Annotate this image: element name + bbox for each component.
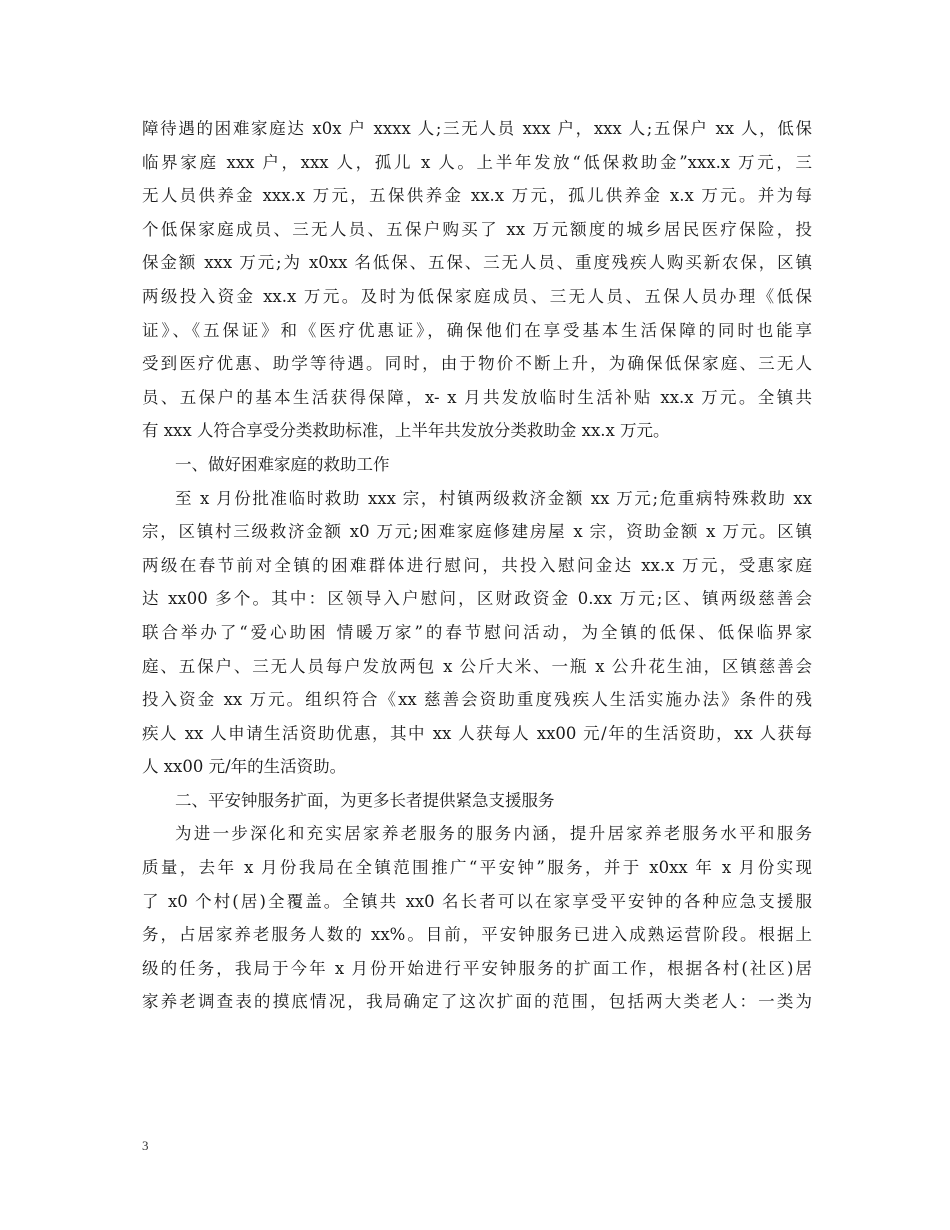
text-line: 家养老调查表的摸底情况，我局确定了这次扩面的范围，包括两大类老人：一类为	[142, 992, 812, 1012]
text-line: 庭、五保户、三无人员每户发放两包 x 公斤大米、一瓶 x 公升花生油，区镇慈善会	[142, 656, 812, 676]
page-number: 3	[142, 1138, 149, 1153]
document-body	[142, 112, 812, 1019]
text-line: 宗，区镇村三级救济金额 x0 万元;困难家庭修建房屋 x 宗，资助金额 x 万元。区镇	[142, 522, 812, 542]
text-line: 了 x0 个村(居)全覆盖。全镇共 xx0 名长者可以在家享受平安钟的各种应急支援服	[142, 891, 812, 911]
text-line: 级的任务，我局于今年 x 月份开始进行平安钟服务的扩面工作，根据各村(社区)居	[142, 958, 812, 978]
text-line: 人 xx00 元/年的生活资助。	[142, 757, 347, 777]
text-line: 两级在春节前对全镇的困难群体进行慰问，共投入慰问金达 xx.x 万元，受惠家庭	[142, 555, 812, 575]
text-line: 有 xxx 人符合享受分类救助标准，上半年共发放分类救助金 xx.x 万元。	[142, 421, 670, 441]
text-line: 员、五保户的基本生活获得保障，x- x 月共发放临时生活补贴 xx.x 万元。全镇共	[142, 387, 812, 407]
text-line: 质量，去年 x 月份我局在全镇范围推广“平安钟”服务，并于 x0xx 年 x 月份实现	[142, 858, 812, 878]
text-line: 证》、《五保证》和《医疗优惠证》，确保他们在享受基本生活保障的同时也能享	[142, 320, 812, 340]
text-line: 投入资金 xx 万元。组织符合《xx 慈善会资助重度残疾人生活实施办法》条件的残	[142, 690, 812, 710]
text-line: 为进一步深化和充实居家养老服务的服务内涵，提升居家养老服务水平和服务	[175, 824, 812, 844]
text-line: 保金额 xxx 万元;为 x0xx 名低保、五保、三无人员、重度残疾人购买新农保，区镇	[142, 253, 812, 273]
text-line: 务，占居家养老服务人数的 xx%。目前，平安钟服务已进入成熟运营阶段。根据上	[142, 925, 812, 945]
text-line: 一、做好困难家庭的救助工作	[175, 454, 390, 474]
text-line: 受到医疗优惠、助学等待遇。同时，由于物价不断上升，为确保低保家庭、三无人	[142, 354, 812, 374]
text-line: 两级投入资金 xx.x 万元。及时为低保家庭成员、三无人员、五保人员办理《低保	[142, 286, 812, 306]
text-line: 疾人 xx 人申请生活资助优惠，其中 xx 人获每人 xx00 元/年的生活资助，xx 人获每	[142, 723, 812, 743]
text-line: 个低保家庭成员、三无人员、五保户购买了 xx 万元额度的城乡居民医疗保险，投	[142, 219, 812, 239]
text-line: 二、平安钟服务扩面，为更多长者提供紧急支援服务	[175, 790, 555, 810]
text-line: 联合举办了“爱心助困 情暖万家”的春节慰问活动，为全镇的低保、低保临界家	[142, 622, 812, 642]
text-line: 临界家庭 xxx 户，xxx 人，孤儿 x 人。上半年发放“低保救助金”xxx.x 万元，三	[142, 152, 812, 172]
text-line: 无人员供养金 xxx.x 万元，五保供养金 xx.x 万元，孤儿供养金 x.x 万元。并为每	[142, 186, 812, 206]
text-line: 障待遇的困难家庭达 x0x 户 xxxx 人;三无人员 xxx 户，xxx 人;五保户 xx 人，低保	[142, 119, 812, 138]
text-line: 至 x 月份批准临时救助 xxx 宗，村镇两级救济金额 xx 万元;危重病特殊救助 xx	[175, 488, 812, 508]
text-line: 达 xx00 多个。其中：区领导入户慰问，区财政资金 0.xx 万元;区、镇两级慈善会	[142, 589, 812, 609]
